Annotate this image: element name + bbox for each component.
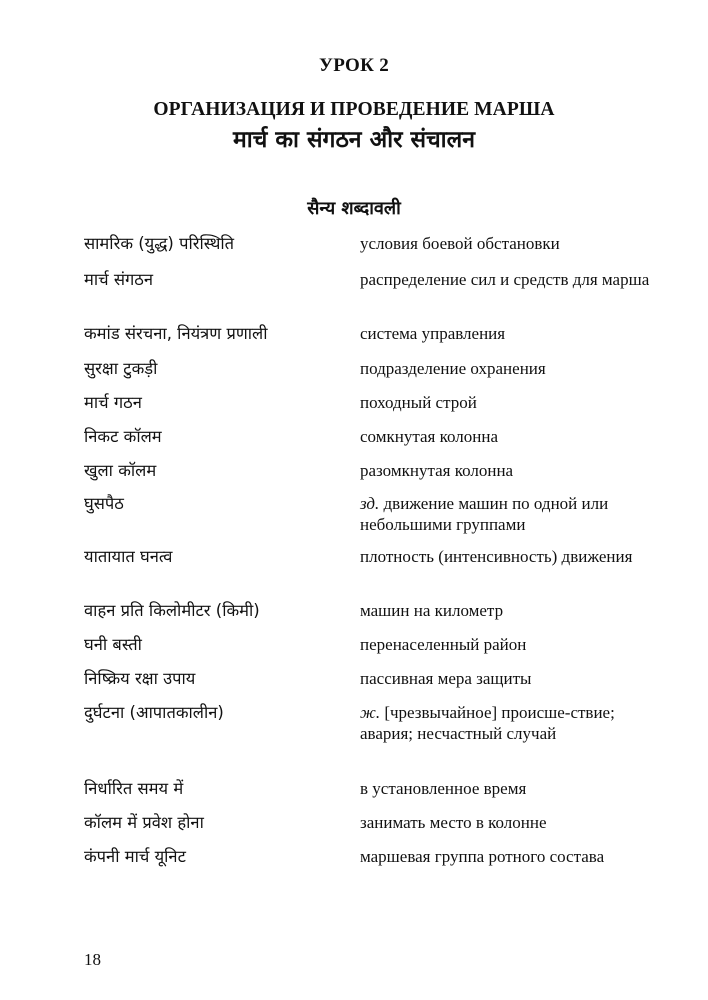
- definition-abbreviation: ж.: [360, 703, 381, 722]
- glossary-row: [84, 667, 654, 701]
- glossary-row: [84, 633, 654, 667]
- glossary-definition: занимать место в колонне: [360, 813, 547, 832]
- glossary-definition: [360, 492, 654, 535]
- glossary-term: मार्च गठन: [84, 393, 142, 412]
- definition-abbreviation: зд.: [360, 494, 380, 513]
- glossary-row: [84, 459, 654, 492]
- page-title-hindi: मार्च का संगठन और संचालन: [233, 127, 475, 153]
- page-title-russian: ОРГАНИЗАЦИЯ И ПРОВЕДЕНИЕ МАРША: [153, 99, 555, 120]
- glossary-row: [84, 811, 654, 845]
- glossary-row: [84, 599, 654, 633]
- page-number: 18: [84, 950, 101, 969]
- glossary-table: [84, 232, 654, 899]
- glossary-row: [84, 701, 654, 777]
- glossary-term: निष्क्रिय रक्षा उपाय: [84, 669, 196, 688]
- glossary-definition: [360, 701, 654, 744]
- glossary-row: [84, 322, 654, 357]
- glossary-definition: подразделение охранения: [360, 359, 546, 378]
- glossary-definition: распределение сил и средств для марша: [360, 270, 650, 289]
- glossary-term: खुला कॉलम: [84, 461, 157, 480]
- glossary-row: [84, 232, 654, 268]
- glossary-definition: разомкнутая колонна: [360, 461, 514, 480]
- glossary-term: घनी बस्ती: [84, 635, 142, 654]
- glossary-row: [84, 492, 654, 545]
- glossary-row: [84, 357, 654, 391]
- glossary-row: [84, 425, 654, 459]
- glossary-row: [84, 391, 654, 425]
- glossary-heading: सैन्य शब्दावली: [307, 198, 401, 219]
- glossary-term: दुर्घटना (आपातकालीन): [84, 703, 224, 722]
- glossary-term: वाहन प्रति किलोमीटर (किमी): [84, 601, 260, 620]
- definition-text: движение машин по одной или небольшими группами: [360, 494, 609, 534]
- glossary-term: मार्च संगठन: [84, 270, 154, 289]
- glossary-definition: походный строй: [360, 393, 477, 412]
- glossary-definition: маршевая группа ротного состава: [360, 847, 605, 866]
- glossary-term: कॉलम में प्रवेश होना: [84, 813, 204, 832]
- glossary-row: [84, 777, 654, 811]
- glossary-definition: условия боевой обстановки: [360, 234, 560, 253]
- glossary-definition: сомкнутая колонна: [360, 427, 498, 446]
- glossary-definition: система управления: [360, 324, 506, 343]
- glossary-term: कमांड संरचना, नियंत्रण प्रणाली: [84, 324, 268, 343]
- glossary-row: [84, 845, 654, 899]
- lesson-label: УРОК 2: [318, 55, 390, 76]
- glossary-term: कंपनी मार्च यूनिट: [84, 847, 186, 866]
- glossary-definition: машин на километр: [360, 601, 504, 620]
- glossary-definition: плотность (интенсивность) движения: [360, 547, 633, 566]
- glossary-definition: перенаселенный район: [360, 635, 527, 654]
- glossary-row: [84, 545, 654, 599]
- glossary-definition: пассивная мера защиты: [360, 669, 532, 688]
- glossary-row: [84, 268, 654, 322]
- glossary-definition: в установленное время: [360, 779, 527, 798]
- glossary-term: घुसपैठ: [84, 494, 124, 513]
- definition-text: [чрезвычайное] происше-ствие; авария; несчастный случай: [360, 703, 615, 743]
- glossary-term: निकट कॉलम: [84, 427, 162, 446]
- glossary-term: सामरिक (युद्ध) परिस्थिति: [84, 234, 235, 253]
- glossary-term: यातायात घनत्व: [84, 547, 173, 566]
- glossary-term: सुरक्षा टुकड़ी: [84, 359, 158, 378]
- glossary-term: निर्धारित समय में: [84, 779, 184, 798]
